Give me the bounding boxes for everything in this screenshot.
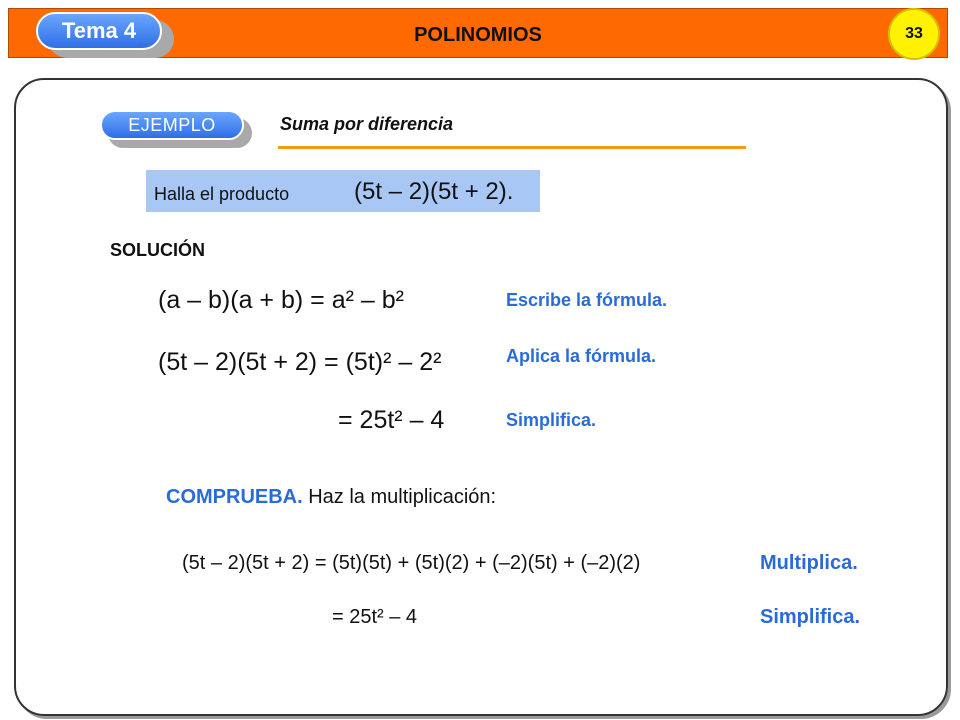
multiply-expression: (5t – 2)(5t + 2) = (5t)(5t) + (5t)(2) + (–2)(5t) + (–2)(2) <box>182 552 641 574</box>
task-box <box>146 170 540 212</box>
formula-expression: (a – b)(a + b) = a² – b² <box>158 286 404 314</box>
check-simplify-expression: = 25t² – 4 <box>332 606 418 628</box>
example-badge: EJEMPLO <box>100 110 244 140</box>
example-subtitle: Suma por diferencia <box>280 114 454 134</box>
page-title: POLINOMIOS <box>414 24 542 46</box>
task-expression: (5t – 2)(5t + 2). <box>354 178 514 205</box>
apply-expression: (5t – 2)(5t + 2) = (5t)² – 2² <box>158 348 442 376</box>
page-number-badge: 33 <box>888 8 940 60</box>
apply-note: Aplica la fórmula. <box>506 346 657 366</box>
task-label: Halla el producto <box>154 184 290 204</box>
simplify-note: Simplifica. <box>506 410 597 430</box>
simplify-expression: = 25t² – 4 <box>338 406 445 434</box>
check-text: Haz la multiplicación: <box>308 486 497 508</box>
check-line <box>166 486 496 509</box>
check-label: COMPRUEBA. <box>166 486 303 508</box>
subtitle-underline <box>278 146 746 149</box>
solution-heading: SOLUCIÓN <box>110 240 206 260</box>
formula-note: Escribe la fórmula. <box>506 290 668 310</box>
check-simplify-note: Simplifica. <box>760 606 861 628</box>
tema-badge[interactable]: Tema 4 <box>36 12 162 50</box>
multiply-note: Multiplica. <box>760 552 858 574</box>
